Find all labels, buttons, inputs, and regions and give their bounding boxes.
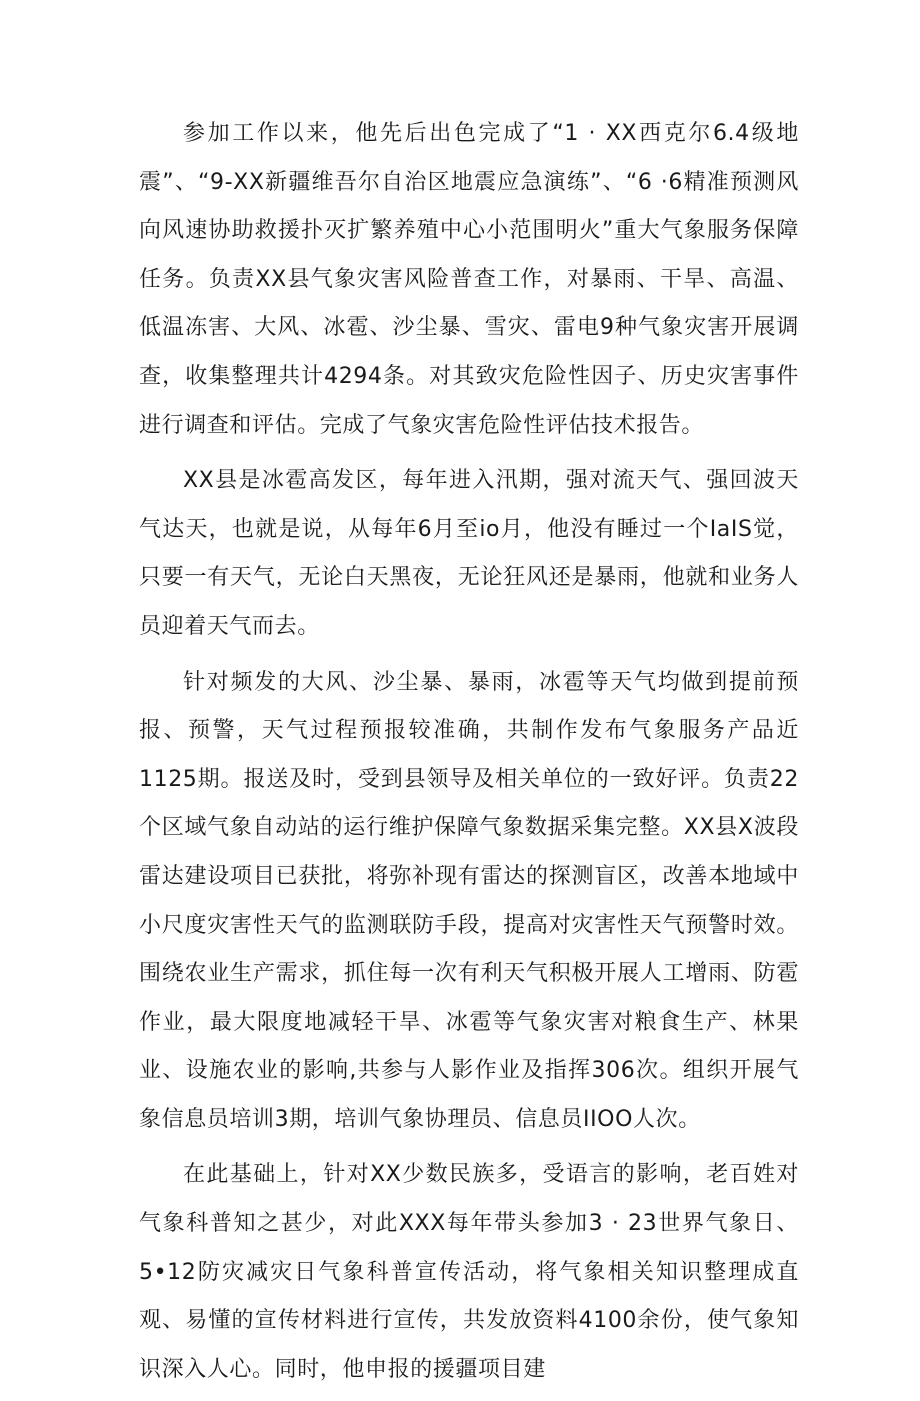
paragraph-science-outreach: 在此基础上，针对XX少数民族多，受语言的影响，老百姓对气象科普知之甚少，对此XXX每年带头参加3 · 23世界气象日、5•12防灾减灾日气象科普宣传活动，将气象相关知识整理成直观、易懂的宣传材料进行宣传，共发放资料4100余份，使气象知识深入人心。同时，他申报的援疆项目建 <box>139 1162 799 1382</box>
paragraph-work-achievements: 参加工作以来，他先后出色完成了“1 · XX西克尔6.4级地震”、“9-XX新疆维吾尔自治区地震应急演练”、“6 ·6精准预测风向风速协助救援扑灭扩繁养殖中心小范围明火”重大气象服务保障任务。负责XX县气象灾害风险普查工作，对暴雨、干旱、高温、低温冻害、大风、冰雹、沙尘暴、雪灾、雷电9种气象灾害开展调查，收集整理共计4294条。对其致灾危险性因子、历史灾害事件进行调查和评估。完成了气象灾害危险性评估技术报告。 <box>139 121 799 438</box>
paragraph-hail-season: XX县是冰雹高发区，每年进入汛期，强对流天气、强回波天气达天，也就是说，从每年6月至io月，他没有睡过一个IaIS觉，只要一有天气，无论白天黑夜，无论狂风还是暴雨，他就和业务人员迎着天气而去。 <box>139 468 799 639</box>
paragraph-forecast-services: 针对频发的大风、沙尘暴、暴雨，冰雹等天气均做到提前预报、预警，天气过程预报较准确，共制作发布气象服务产品近1125期。报送及时，受到县领导及相关单位的一致好评。负责22个区域气象自动站的运行维护保障气象数据采集完整。XX县X波段雷达建设项目已获批，将弥补现有雷达的探测盲区，改善本地域中小尺度灾害性天气的监测联防手段，提高对灾害性天气预警时效。围绕农业生产需求，抓住每一次有利天气积极开展人工增雨、防雹作业，最大限度地减轻干旱、冰雹等气象灾害对粮食生产、林果业、设施农业的影响,共参与人影作业及指挥306次。组织开展气象信息员培训3期，培训气象协理员、信息员IIOO人次。 <box>139 669 799 1132</box>
document-body <box>139 110 799 1401</box>
